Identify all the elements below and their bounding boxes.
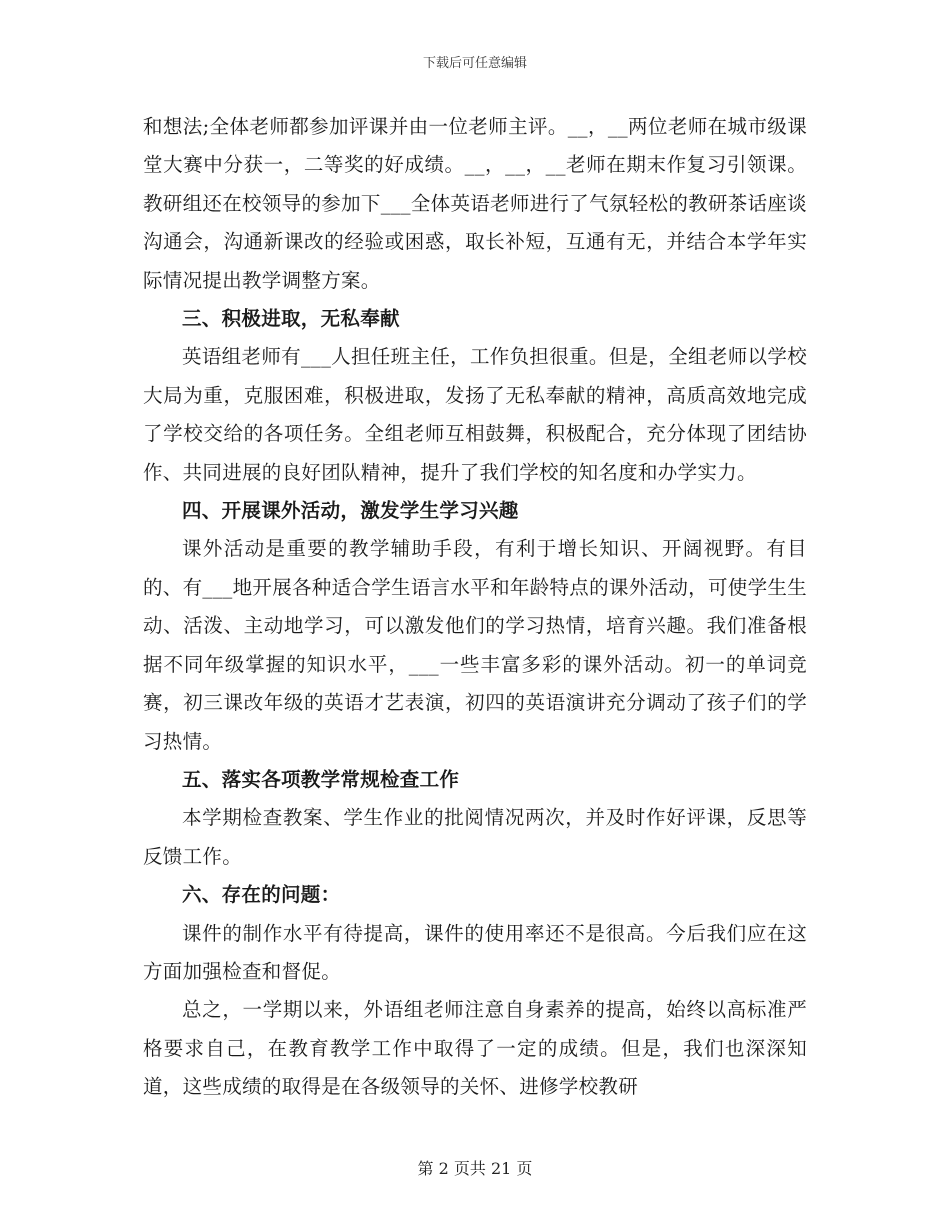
section-heading-4: 四、开展课外活动，激发学生学习兴趣 <box>182 499 519 523</box>
paragraph-inspection: 本学期检查教案、学生作业的批阅情况两次，并及时作好评课，反思等反馈工作。 <box>143 806 807 868</box>
paragraph-summary: 总之，一学期以来，外语组老师注意自身素养的提高，始终以高标准严格要求自己，在教育教学工作中取得了一定的成绩。但是，我们也深深知道，这些成绩的取得是在各级领导的关怀、进修学校教研 <box>143 998 807 1099</box>
paragraph-evaluation: 和想法;全体老师都参加评课并由一位老师主评。__，__两位老师在城市级课堂大赛中分获一，二等奖的好成绩。__，__，__老师在期末作复习引领课。教研组还在校领导的参加下___全体英语老师进行了气氛轻松的教研茶话座谈沟通会，沟通新课改的经验或困惑，取长补短，互通有无，并结合本学年实际情况提出教学调整方案。 <box>143 115 807 292</box>
section-heading-5: 五、落实各项教学常规检查工作 <box>182 767 460 791</box>
page-header: 下载后可任意编辑 <box>422 56 527 71</box>
section-heading-6: 六、存在的问题： <box>182 883 341 907</box>
paragraph-activities: 课外活动是重要的教学辅助手段，有利于增长知识、开阔视野。有目的、有___地开展各种适合学生语言水平和年龄特点的课外活动，可使学生生动、活泼、主动地学习，可以激发他们的学习热情，培育兴趣。我们准备根据不同年级掌握的知识水平，___一些丰富多彩的课外活动。初一的单词竞赛，初三课改年级的英语才艺表演，初四的英语演讲充分调动了孩子们的学习热情。 <box>143 537 807 753</box>
section-heading-3: 三、积极进取，无私奉献 <box>182 307 400 331</box>
paragraph-problems: 课件的制作水平有待提高，课件的使用率还不是很高。今后我们应在这方面加强检查和督促。 <box>143 921 807 983</box>
page-number: 第 2 页共 21 页 <box>417 1159 533 1178</box>
document-body <box>143 108 807 1107</box>
paragraph-dedication: 英语组老师有___人担任班主任，工作负担很重。但是，全组老师以学校大局为重，克服困难，积极进取，发扬了无私奉献的精神，高质高效地完成了学校交给的各项任务。全组老师互相鼓舞，积极配合，充分体现了团结协作、共同进展的良好团队精神，提升了我们学校的知名度和办学实力。 <box>143 345 807 484</box>
